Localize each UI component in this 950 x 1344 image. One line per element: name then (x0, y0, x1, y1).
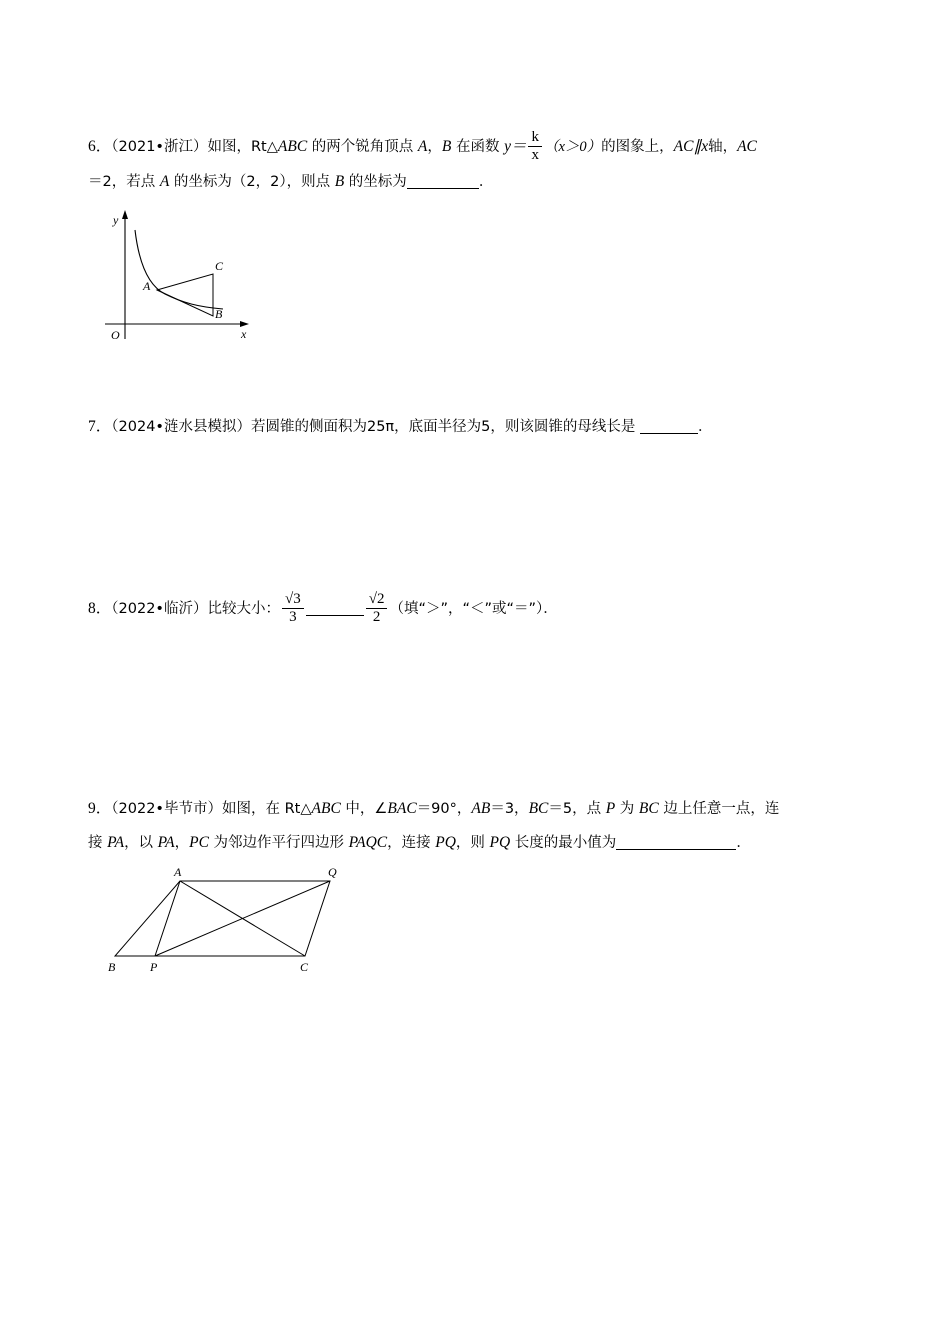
question-8-fraction-2-numerator: √2 (366, 591, 388, 609)
triangle-abc-lines (115, 881, 305, 956)
diagonal-qp (155, 881, 330, 956)
question-9-line1-end: 边上任意一点，连 (658, 801, 780, 817)
y-axis-label: y (113, 213, 119, 227)
question-8-fraction-1-numerator: √3 (282, 591, 304, 609)
question-6-line2-pre: ＝2，若点 (88, 173, 160, 190)
point-q-label: Q (328, 866, 337, 879)
question-9-line2-tail: 长度的最小值为 (510, 835, 617, 851)
question-7-period: ． (698, 419, 713, 435)
question-8-source: （2022•临沂） (111, 601, 208, 617)
question-7-answer-blank[interactable] (640, 433, 698, 434)
question-7-text: 若圆锥的侧面积为25π，底面半径为5，则该圆锥的母线长是 (250, 419, 640, 435)
y-axis-arrow (122, 210, 128, 219)
question-8-text-tail: （填“＞”，“＜”或“＝”）． (389, 601, 558, 617)
question-9-line2-pre: 接 (88, 835, 108, 851)
question-9-pq: PQ (435, 834, 456, 851)
question-6-text-tail: 的图象上， (601, 139, 674, 155)
question-6-fraction (528, 129, 542, 164)
point-c-label: C (215, 259, 224, 273)
question-8-fraction-1 (282, 591, 304, 626)
question-9-line2-c1: ，以 (124, 835, 158, 851)
question-9-answer-blank[interactable] (616, 849, 736, 850)
question-9-bc: BC (528, 800, 549, 817)
question-6-line-2 (88, 165, 878, 199)
question-6-b2: B (334, 172, 345, 190)
question-7-line-1 (88, 410, 878, 444)
question-8-fraction-1-denominator: 3 (289, 608, 297, 625)
question-9-ab-value: ＝3， (490, 801, 529, 817)
question-6-condition: （x＞0） (543, 139, 602, 155)
point-a-label: A (174, 866, 182, 879)
question-6-ac: AC (737, 138, 757, 155)
question-8-text-pre: 比较大小： (207, 601, 280, 617)
question-6-point-b: B (441, 138, 452, 155)
hyperbola-triangle-svg (95, 206, 295, 356)
question-9-line2-mid: 为邻边作平行四边形 (208, 835, 349, 851)
question-8-fraction-2 (366, 591, 388, 626)
question-6-a2: A (159, 172, 170, 190)
question-9-line-2 (88, 826, 878, 860)
question-9-number: 9． (88, 800, 112, 817)
parallelogram-svg (100, 866, 360, 991)
question-8-line-1 (88, 592, 878, 627)
question-9-line1-eq: ＝90°， (416, 801, 472, 817)
question-9-bc-value: ＝5，点 (548, 801, 606, 817)
question-9-paqc: PAQC (348, 834, 388, 851)
question-8-number: 8． (88, 600, 112, 617)
question-6-fraction-denominator: x (531, 146, 539, 163)
question-6-point-a: A (417, 138, 428, 155)
question-6-source: （2021•浙江） (111, 139, 208, 155)
question-6-line2-mid: 的坐标为（2，2），则点 (169, 173, 335, 190)
question-9-p: P (605, 800, 616, 817)
question-9-pq2: PQ (489, 834, 511, 851)
triangle-abc (157, 274, 213, 316)
question-7 (88, 410, 878, 444)
question-9-pa2: PA (157, 834, 175, 851)
question-6-number: 6． (88, 138, 112, 155)
point-b-label: B (108, 960, 116, 974)
question-8-fraction-2-denominator: 2 (372, 608, 381, 625)
question-6-text-mid: 的两个锐角顶点 (307, 139, 418, 155)
question-9-line2-c4: ，则 (455, 835, 490, 851)
question-6-y-equals: y＝ (504, 138, 527, 155)
question-9-pa: PA (107, 834, 125, 851)
origin-label: O (111, 328, 120, 342)
question-6-comma: ， (427, 139, 442, 155)
question-8 (88, 592, 878, 627)
question-9-line2-c3: ，连接 (387, 835, 436, 851)
point-c-label: C (300, 960, 309, 974)
question-9-line-1 (88, 792, 878, 826)
question-6-text-pre: 如图，Rt△ (207, 139, 278, 155)
question-9-line1-tail: 为 (615, 801, 639, 817)
point-p-label: P (150, 960, 158, 974)
question-9-bac: BAC (387, 800, 417, 817)
question-7-source: （2024•涟水县模拟） (111, 419, 251, 435)
question-6-fraction-numerator: k (528, 129, 542, 147)
point-a-label: A (143, 279, 151, 293)
question-9-source: （2022•毕节市） (111, 801, 222, 817)
x-axis-label: x (241, 327, 247, 341)
hyperbola-triangle-figure (95, 206, 295, 356)
question-6 (88, 130, 878, 199)
question-7-number: 7． (88, 418, 112, 435)
question-9 (88, 792, 878, 860)
parallelogram-figure (100, 866, 360, 991)
question-9-ab: AB (471, 800, 491, 817)
question-6-period: ． (478, 173, 494, 190)
question-6-line-1 (88, 130, 878, 165)
question-6-answer-blank[interactable] (407, 188, 479, 189)
question-9-line1-mid: 中，∠ (340, 801, 388, 817)
hyperbola-curve (135, 230, 223, 309)
question-9-line1-pre: 如图，在 Rt△ (221, 801, 312, 817)
question-9-period: ． (736, 835, 751, 851)
question-6-axis-word: 轴， (708, 139, 738, 155)
question-6-ac-parallel: AC∥x (673, 138, 709, 155)
question-6-fn-text: 在函数 (451, 139, 505, 155)
question-9-abc: ABC (311, 800, 341, 817)
question-9-line2-c2: ， (174, 835, 190, 851)
question-9-pc: PC (189, 834, 209, 851)
point-b-label: B (215, 307, 223, 321)
question-9-bc2: BC (638, 800, 659, 817)
question-8-answer-blank[interactable] (306, 615, 364, 616)
question-6-abc: ABC (277, 138, 308, 155)
question-6-line2-tail: 的坐标为 (344, 173, 407, 190)
